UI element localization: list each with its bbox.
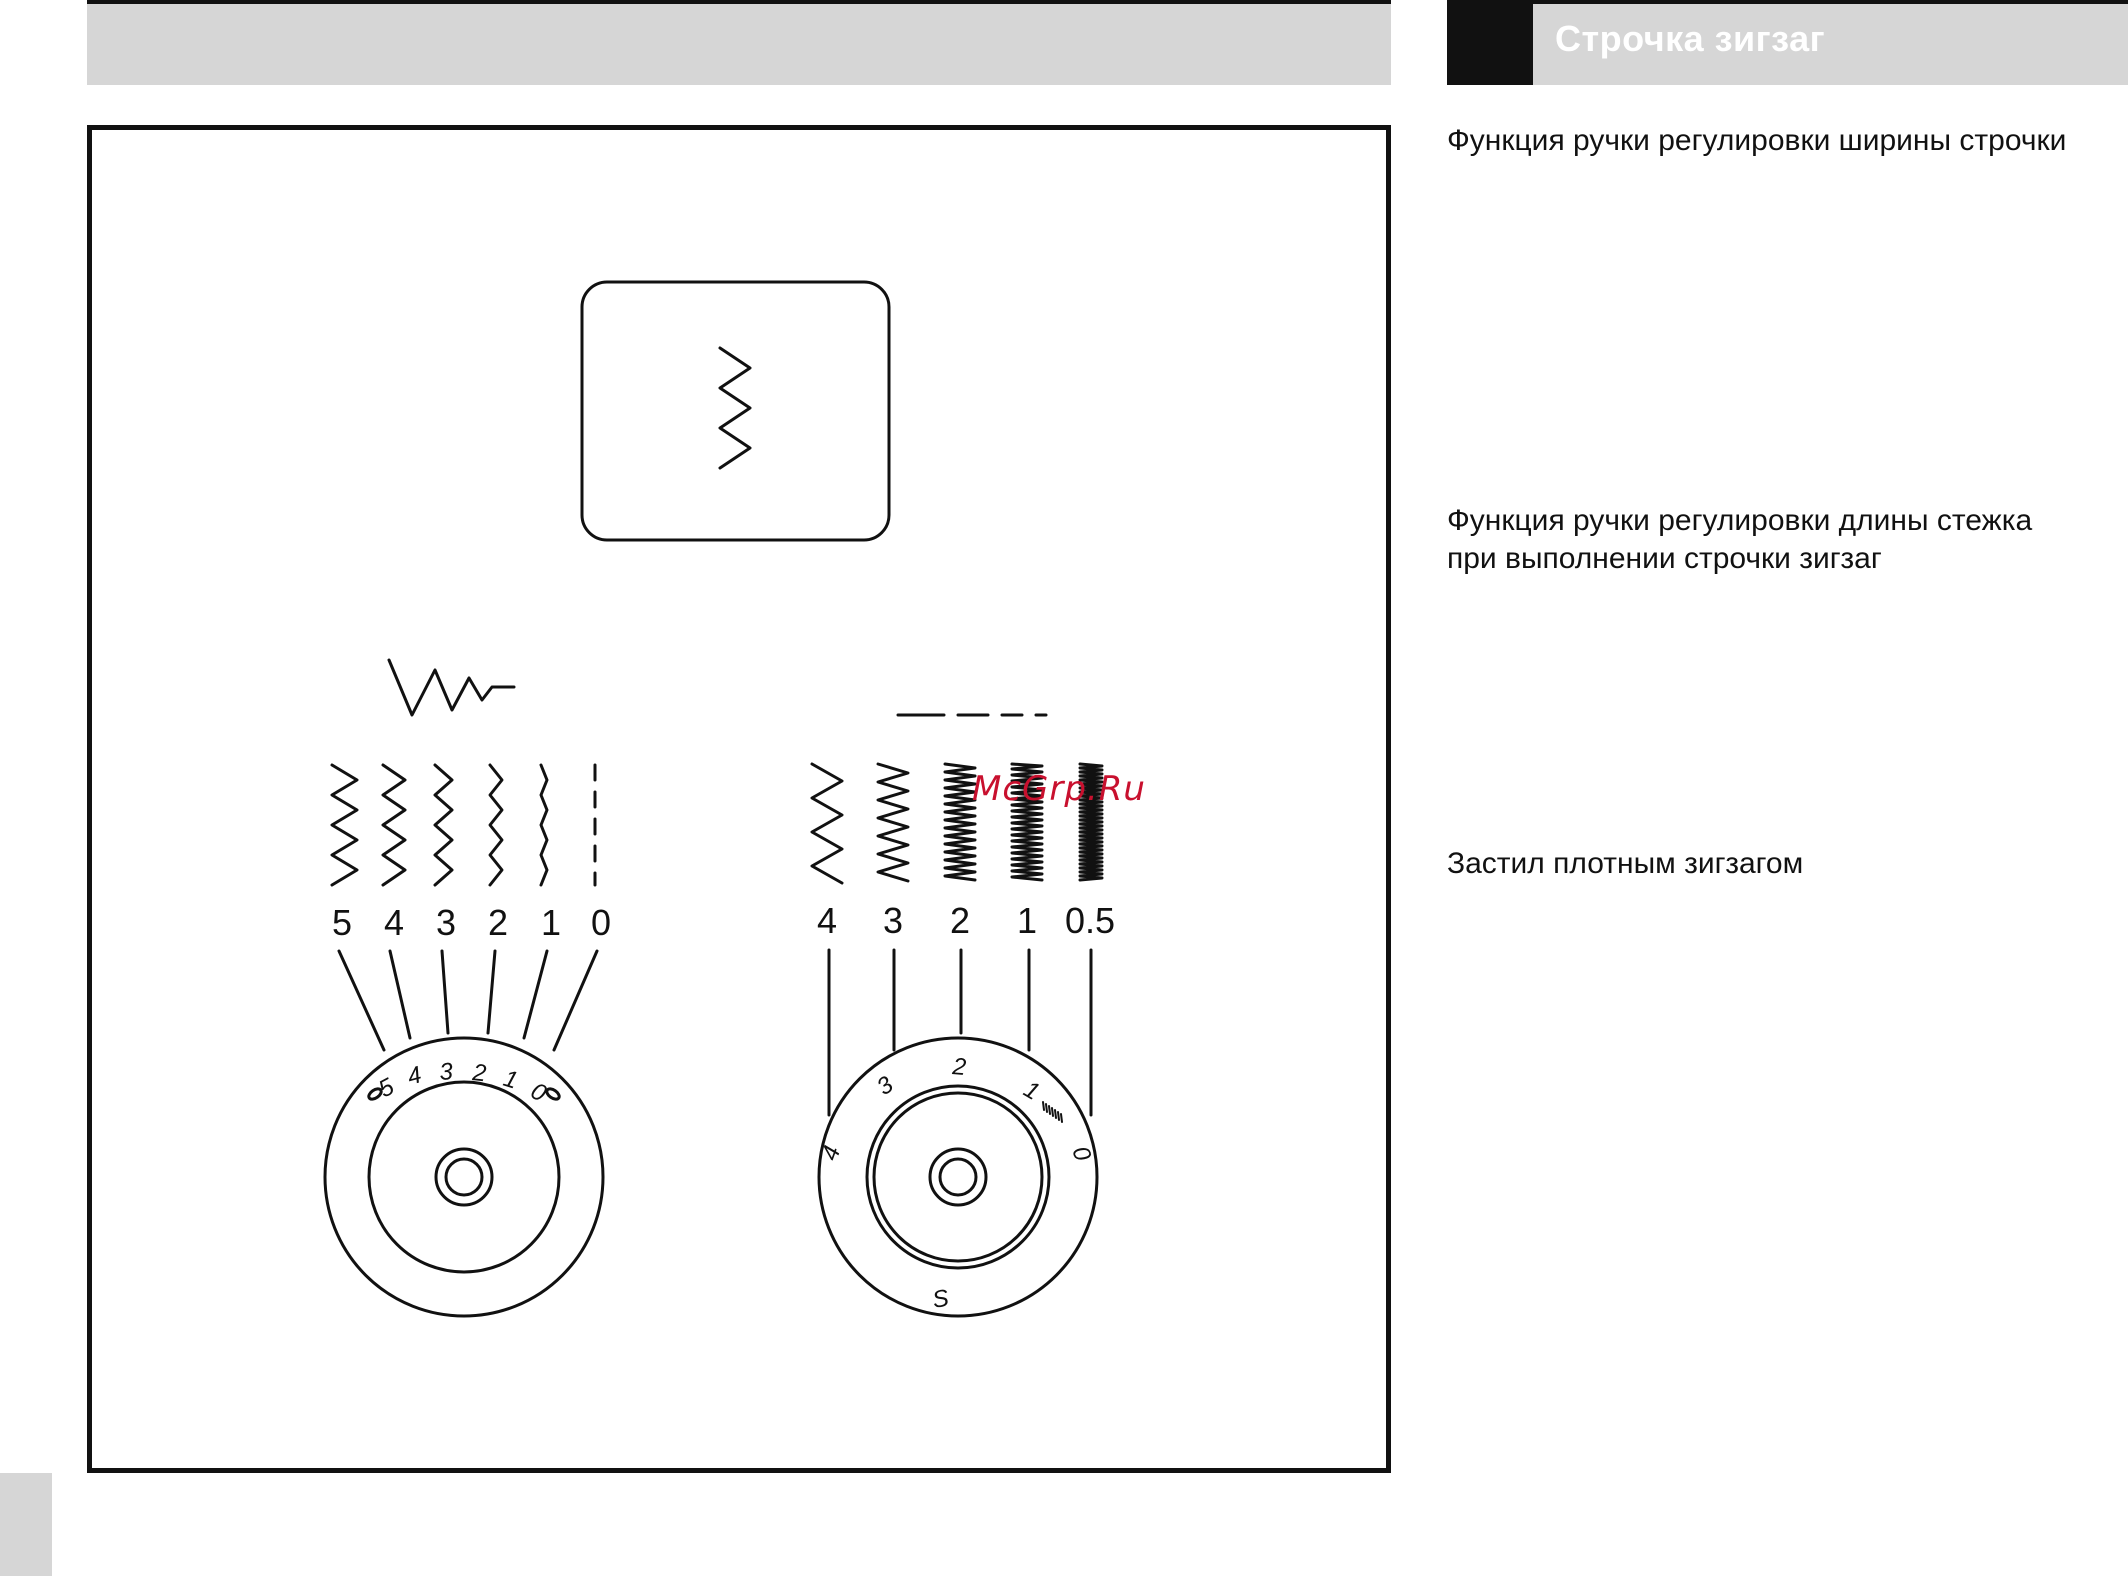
width-dial-label-4: 4 <box>404 1061 425 1091</box>
width-dial-label-2: 2 <box>471 1059 488 1088</box>
zigzag-symbol-icon <box>720 348 750 468</box>
section-satin-heading: Застил плотным зигзагом <box>1447 847 1804 880</box>
width-leader-2 <box>488 951 495 1033</box>
width-dial-label-5: 5 <box>374 1073 399 1104</box>
length-label-2: 2 <box>950 900 971 941</box>
width-leader-0 <box>554 951 597 1050</box>
length-stitch-4 <box>812 764 842 883</box>
stitch-selector-window <box>582 282 889 540</box>
length-dial-label-4: 4 <box>816 1142 847 1165</box>
length-dial-label-2: 2 <box>951 1053 968 1082</box>
header-black-block <box>1447 0 1533 85</box>
width-leader-5 <box>339 951 384 1050</box>
width-dial-label-3: 3 <box>438 1058 454 1086</box>
length-label-05: 0.5 <box>1065 900 1116 941</box>
width-label-3: 3 <box>436 902 457 943</box>
width-stitch-3 <box>435 765 452 885</box>
width-symbol-icon <box>389 660 514 715</box>
length-stitch-3 <box>878 764 908 881</box>
length-stitch-2 <box>945 764 975 880</box>
width-dial-label-0: 0 <box>526 1077 551 1108</box>
width-dial-center <box>446 1159 482 1195</box>
width-leader-1 <box>524 951 547 1038</box>
length-dial-inner <box>874 1093 1042 1261</box>
section-length-line1: Функция ручки регулировки длины стежка <box>1447 504 2033 537</box>
length-dial-label-1: 1 <box>1019 1075 1045 1106</box>
width-label-2: 2 <box>488 902 509 943</box>
length-dial-label-3: 3 <box>871 1071 899 1101</box>
length-label-3: 3 <box>883 900 904 941</box>
width-label-5: 5 <box>332 902 353 943</box>
width-dial-outer <box>325 1038 603 1316</box>
width-label-0: 0 <box>591 902 612 943</box>
width-leader-4 <box>390 951 410 1038</box>
watermark: McGrp.Ru <box>972 769 1146 809</box>
length-dial-tick-marks <box>1043 1102 1062 1122</box>
length-dial-label-0: 0 <box>1066 1142 1097 1165</box>
length-label-1: 1 <box>1017 900 1038 941</box>
width-label-1: 1 <box>541 902 562 943</box>
section-length-heading <box>1447 502 2032 578</box>
width-leader-3 <box>442 951 448 1033</box>
width-dial-hub <box>436 1149 492 1205</box>
width-stitch-1 <box>541 765 547 885</box>
length-dial-center <box>940 1159 976 1195</box>
page-title: Строчка зигзаг <box>1555 18 1826 59</box>
width-dial-label-1: 1 <box>500 1064 521 1095</box>
section-length-line2: при выполнении строчки зигзаг <box>1447 542 1882 575</box>
header-title-bar <box>1533 0 2128 85</box>
length-label-4: 4 <box>817 900 838 941</box>
width-dial-inner <box>369 1082 559 1272</box>
stitch-illustration <box>92 130 1386 1468</box>
illustration-frame <box>87 125 1391 1473</box>
header-bar-left <box>87 0 1391 85</box>
width-stitch-5 <box>332 765 357 885</box>
side-tab <box>0 1473 52 1576</box>
length-dial-hub <box>930 1149 986 1205</box>
length-dial-label-s: S <box>930 1284 951 1314</box>
width-stitch-2 <box>490 765 502 885</box>
width-label-4: 4 <box>384 902 405 943</box>
length-dial-ring <box>867 1086 1049 1268</box>
width-stitch-4 <box>383 765 405 885</box>
section-width-heading: Функция ручки регулировки ширины строчки <box>1447 124 2067 157</box>
